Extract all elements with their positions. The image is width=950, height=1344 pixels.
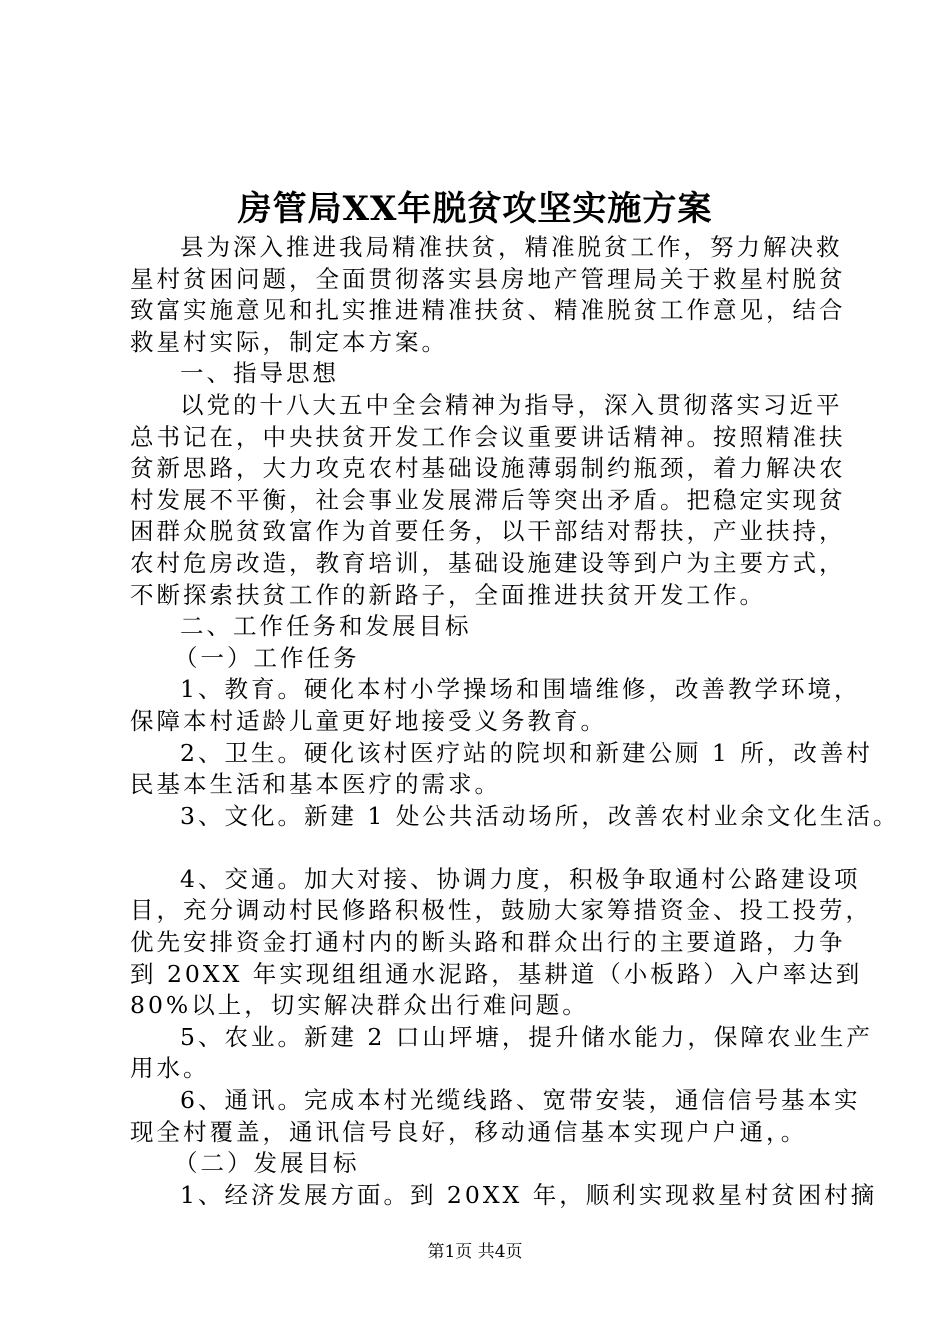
text-line: 1、经济发展方面。到 20XX 年，顺利实现救星村贫困村摘 <box>180 1180 878 1209</box>
text-line: 用水。 <box>130 1054 210 1083</box>
text-line: 3、文化。新建 1 处公共活动场所，改善农村业余文化生活。 <box>180 801 900 830</box>
text-line: 贫新思路，大力攻克农村基础设施薄弱制约瓶颈，着力解决农 <box>130 454 846 483</box>
blank-line <box>130 832 850 864</box>
text-line: 5、农业。新建 2 口山坪塘，提升储水能力，保障农业生产 <box>180 1022 873 1051</box>
text-line: 80%以上，切实解决群众出行难问题。 <box>130 991 589 1020</box>
text-line: 致富实施意见和扎实推进精准扶贫、精准脱贫工作意见，结合 <box>130 296 846 325</box>
text-line: 现全村覆盖，通讯信号良好，移动通信基本实现户户通，。 <box>130 1117 808 1146</box>
text-line: 农村危房改造，教育培训，基础设施建设等到户为主要方式， <box>130 548 846 577</box>
document-body <box>130 232 900 1211</box>
text-line: 目，充分调动村民修路积极性，鼓励大家筹措资金、投工投劳， <box>130 896 872 925</box>
text-line: 民基本生活和基本医疗的需求。 <box>130 770 501 799</box>
text-line: 二、工作任务和发展目标 <box>180 612 472 641</box>
text-line: 4、交通。加大对接、协调力度，积极争取通村公路建设项 <box>180 864 861 893</box>
text-line: 优先安排资金打通村内的断头路和群众出行的主要道路，力争 <box>130 928 846 957</box>
text-line: 以党的十八大五中全会精神为指导，深入贯彻落实习近平 <box>180 390 843 419</box>
text-line: 1、教育。硬化本村小学操场和围墙维修，改善教学环境， <box>180 675 861 704</box>
text-line: 村发展不平衡，社会事业发展滞后等突出矛盾。把稳定实现贫 <box>130 485 846 514</box>
text-line: 不断探索扶贫工作的新路子，全面推进扶贫开发工作。 <box>130 580 766 609</box>
text-line: 救星村实际，制定本方案。 <box>130 327 448 356</box>
text-line: 2、卫生。硬化该村医疗站的院坝和新建公厕 1 所，改善村 <box>180 738 873 767</box>
text-line: 星村贫困问题，全面贯彻落实县房地产管理局关于救星村脱贫 <box>130 264 846 293</box>
text-line: 一、指导思想 <box>180 359 339 388</box>
text-line: 总书记在，中央扶贫开发工作会议重要讲话精神。按照精准扶 <box>130 422 846 451</box>
text-line: 县为深入推进我局精准扶贫，精准脱贫工作，努力解决救 <box>180 233 843 261</box>
text-line: 困群众脱贫致富作为首要任务，以干部结对帮扶，产业扶持， <box>130 517 846 546</box>
text-line: 到 20XX 年实现组组通水泥路，基耕道（小板路）入户率达到 <box>130 959 863 988</box>
text-line: （二）发展目标 <box>174 1149 360 1178</box>
page-footer: 第1页 共4页 <box>427 1242 523 1262</box>
text-line: 6、通讯。完成本村光缆线路、宽带安装，通信信号基本实 <box>180 1086 861 1115</box>
text-line: 保障本村适龄儿童更好地接受义务教育。 <box>130 706 607 735</box>
text-line: （一）工作任务 <box>174 643 360 672</box>
document-title: 房管局XX年脱贫攻坚实施方案 <box>237 189 713 229</box>
